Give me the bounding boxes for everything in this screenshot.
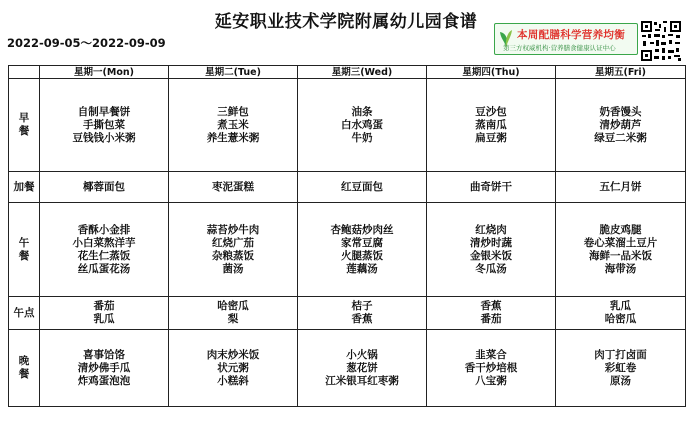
- dish-item: 扁豆粥: [475, 131, 507, 144]
- day-header-mon: 星期一(Mon): [40, 66, 169, 79]
- dish-item: 清炒葫芦: [599, 118, 642, 131]
- dish-item: 养生薏米粥: [206, 131, 260, 144]
- meal-row: [9, 203, 686, 297]
- dish-item: 三鲜包: [217, 105, 249, 118]
- menu-cell: [40, 297, 169, 330]
- dish-item: 冬瓜汤: [475, 262, 507, 275]
- dish-item: 香干炒培根: [464, 361, 518, 374]
- menu-cell: [427, 172, 556, 203]
- dish-item: 蒸南瓜: [475, 118, 507, 131]
- menu-cell: [298, 203, 427, 297]
- dish-item: 番茄: [93, 300, 115, 312]
- meal-label-text: 加餐: [13, 180, 35, 193]
- dish-item: 肉末炒米饭: [206, 348, 260, 361]
- dish-item: 杏鲍菇炒肉丝: [330, 223, 394, 236]
- meal-label: [9, 330, 40, 407]
- dish-item: 八宝粥: [475, 374, 507, 387]
- menu-cell: [556, 172, 686, 203]
- badge-subtitle: 第三方权威机构·营养膳食健康认证中心: [503, 44, 616, 52]
- date-range: 2022-09-05～2022-09-09: [7, 36, 166, 50]
- menu-cell: [169, 79, 298, 172]
- dish-item: 韭菜合: [475, 348, 507, 361]
- dish-item: 脆皮鸡腿: [599, 223, 642, 236]
- meal-row: [9, 79, 686, 172]
- dish-item: 金银米饭: [470, 249, 512, 262]
- menu-cell: [427, 330, 556, 407]
- dish-item: 杂粮蒸饭: [212, 249, 254, 262]
- dish-item: 小糕斜: [217, 374, 249, 387]
- menu-cell: [298, 330, 427, 407]
- menu-cell: [298, 172, 427, 203]
- dish-item: 海带汤: [604, 262, 637, 275]
- dish-item: 油条: [351, 105, 373, 118]
- dish-item: 枣泥蛋糕: [212, 180, 254, 193]
- dish-item: 花生仁蒸饭: [77, 249, 131, 262]
- dish-item: 乳瓜: [610, 300, 631, 312]
- day-header-fri: 星期五(Fri): [556, 66, 686, 79]
- menu-cell: [169, 330, 298, 407]
- dish-item: 菌汤: [222, 262, 244, 275]
- dish-item: 香酥小金排: [77, 223, 131, 236]
- dish-item: 手撕包菜: [83, 118, 125, 131]
- dish-item: 海鲜一品米饭: [589, 249, 652, 262]
- dish-item: 豆沙包: [475, 105, 507, 118]
- dish-item: 曲奇饼干: [470, 180, 512, 193]
- dish-item: 莲藕汤: [346, 262, 378, 275]
- dish-item: 清炒佛手瓜: [77, 361, 131, 374]
- dish-item: 炸鸡蛋泡泡: [77, 374, 131, 387]
- menu-cell: [298, 297, 427, 330]
- dish-item: 香蕉: [351, 313, 373, 325]
- menu-cell: [427, 203, 556, 297]
- page-title: 延安职业技术学院附属幼儿园食谱: [214, 12, 478, 32]
- badge-title: 本周配膳科学营养均衡: [517, 29, 625, 41]
- dish-item: 葱花饼: [346, 361, 378, 374]
- meal-label: [9, 79, 40, 172]
- menu-cell: [169, 203, 298, 297]
- menu-cell: [40, 79, 169, 172]
- menu-cell: [427, 79, 556, 172]
- menu-cell: [169, 297, 298, 330]
- dish-item: 乳瓜: [93, 313, 115, 325]
- meal-label: [9, 172, 40, 203]
- dish-item: 卷心菜溜土豆片: [583, 236, 658, 249]
- meal-row: [9, 172, 686, 203]
- day-header-thu: 星期四(Thu): [427, 66, 556, 79]
- dish-item: 江米银耳红枣粥: [325, 374, 399, 387]
- dish-item: 彩虹卷: [604, 361, 637, 374]
- menu-cell: [556, 297, 686, 330]
- dish-item: 梨: [227, 313, 239, 325]
- menu-cell: [556, 330, 686, 407]
- day-header-row: [9, 66, 686, 79]
- dish-item: 小火锅: [346, 348, 378, 361]
- meal-row: [9, 330, 686, 407]
- dish-item: 奶香馒头: [599, 105, 642, 118]
- dish-item: 小白菜熬洋芋: [72, 236, 136, 249]
- meal-label: [9, 297, 40, 330]
- meal-label-text: 晚餐: [18, 355, 30, 380]
- dish-item: 番茄: [480, 313, 502, 325]
- meal-row: [9, 297, 686, 330]
- dish-item: 红豆面包: [341, 180, 383, 193]
- menu-cell: [298, 79, 427, 172]
- dish-item: 桔子: [351, 300, 373, 312]
- meal-label-text: 早餐: [18, 112, 30, 137]
- menu-cell: [169, 172, 298, 203]
- dish-item: 状元粥: [217, 361, 249, 374]
- menu-cell: [556, 203, 686, 297]
- dish-item: 清炒时蔬: [470, 236, 512, 249]
- dish-item: 家常豆腐: [341, 236, 383, 249]
- menu-cell: [40, 203, 169, 297]
- qr-code-icon: [640, 20, 682, 62]
- dish-item: 原汤: [610, 374, 631, 387]
- meal-label-text: 午餐: [18, 236, 30, 262]
- dish-item: 红烧肉: [475, 223, 507, 236]
- dish-item: 白水鸡蛋: [341, 118, 383, 131]
- day-header-tue: 星期二(Tue): [169, 66, 298, 79]
- dish-item: 牛奶: [351, 131, 373, 144]
- dish-item: 蒜苔炒牛肉: [206, 223, 260, 236]
- dish-item: 红烧广茄: [212, 236, 254, 249]
- menu-cell: [427, 297, 556, 330]
- dish-item: 丝瓜蛋花汤: [77, 262, 131, 275]
- day-header-wed: 星期三(Wed): [298, 66, 427, 79]
- dish-item: 哈密瓜: [604, 313, 637, 325]
- nutrition-badge: [494, 23, 638, 55]
- menu-cell: [40, 172, 169, 203]
- dish-item: 五仁月饼: [599, 180, 642, 193]
- dish-item: 肉丁打卤面: [594, 348, 647, 361]
- menu-cell: [40, 330, 169, 407]
- dish-item: 椰蓉面包: [83, 180, 125, 193]
- meal-label-text: 午点: [13, 306, 35, 319]
- dish-item: 香蕉: [480, 300, 502, 312]
- dish-item: 豆钱钱小米粥: [72, 131, 136, 144]
- menu-cell: [556, 79, 686, 172]
- dish-item: 火腿蒸饭: [341, 249, 383, 262]
- corner-cell: [9, 66, 40, 79]
- dish-item: 煮玉米: [217, 118, 249, 131]
- dish-item: 自制早餐饼: [77, 105, 131, 118]
- weekly-menu-table: [8, 65, 686, 407]
- dish-item: 绿豆二米粥: [594, 131, 647, 144]
- dish-item: 哈密瓜: [217, 300, 249, 312]
- meal-label: [9, 203, 40, 297]
- dish-item: 喜事饸饹: [83, 348, 125, 361]
